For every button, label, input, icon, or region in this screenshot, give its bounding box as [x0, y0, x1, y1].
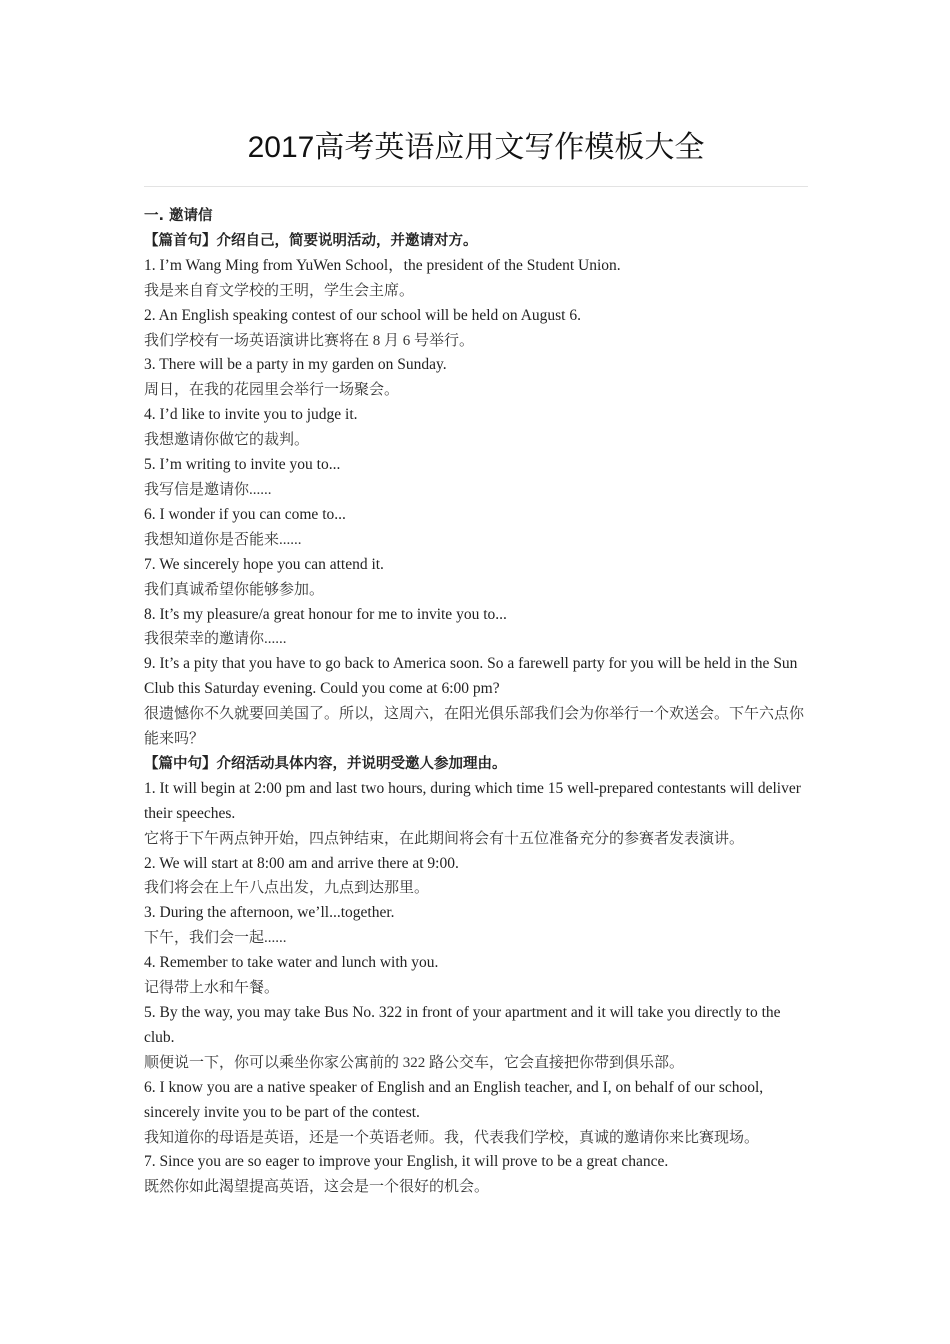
middle-item-2-zh: 我们将会在上午八点出发，九点到达那里。	[144, 880, 430, 897]
middle-item-7-zh: 既然你如此渴望提高英语，这会是一个很好的机会。	[144, 1179, 490, 1196]
opening-item-3-zh: 周日，在我的花园里会举行一场聚会。	[144, 382, 400, 399]
middle-item-3-en: 3. During the afternoon, we’ll...together.	[144, 904, 395, 922]
title-divider	[144, 186, 808, 187]
opening-item-7-zh: 我们真诚希望你能够参加。	[144, 581, 325, 598]
middle-list	[144, 777, 808, 1200]
opening-item-8-zh: 我很荣幸的邀请你......	[144, 631, 287, 648]
middle-heading: 【篇中句】介绍活动具体内容，并说明受邀人参加理由。	[144, 755, 507, 772]
opening-item-8-en: 8. It’s my pleasure/a great honour for me to invite you to...	[144, 605, 507, 623]
middle-item-6-zh: 我知道你的母语是英语，还是一个英语老师。我，代表我们学校，真诚的邀请你来比赛现场。	[144, 1129, 760, 1146]
opening-item-5-zh: 我写信是邀请你......	[144, 481, 272, 498]
opening-item-4-zh: 我想邀请你做它的裁判。	[144, 432, 310, 449]
middle-item-3-zh: 下午，我们会一起......	[144, 930, 287, 947]
middle-item-4-zh: 记得带上水和午餐。	[144, 980, 280, 997]
opening-item-6-en: 6. I wonder if you can come to...	[144, 505, 346, 523]
opening-item-1-en: 1. I’m Wang Ming from YuWen School，the president of the Student Union.	[144, 256, 621, 274]
middle-item-1-zh: 它将于下午两点钟开始，四点钟结束，在此期间将会有十五位准备充分的参赛者发表演讲。	[144, 830, 745, 847]
middle-item-7-en: 7. Since you are so eager to improve your English, it will prove to be a great chance.	[144, 1153, 669, 1171]
middle-item-4-en: 4. Remember to take water and lunch with you.	[144, 954, 439, 972]
opening-item-1-zh: 我是来自育文学校的王明，学生会主席。	[144, 282, 415, 299]
opening-item-9-en: 9. It’s a pity that you have to go back to America soon. So a farewell party for you will be held in the Sun Club this Saturday evening. Could you come at 6:00 pm?	[144, 655, 798, 698]
opening-item-3-en: 3. There will be a party in my garden on Sunday.	[144, 356, 447, 374]
document-body	[144, 204, 808, 1200]
middle-item-6-en: 6. I know you are a native speaker of English and an English teacher, and I, on behalf of our school, sincerely invite you to be part of the contest.	[144, 1078, 764, 1121]
opening-item-9-zh: 很遗憾你不久就要回美国了。所以，这周六，在阳光俱乐部我们会为你举行一个欢送会。下午六点你能来吗？	[144, 706, 805, 748]
middle-item-5-zh: 顺便说一下，你可以乘坐你家公寓前的 322 路公交车，它会直接把你带到俱乐部。	[144, 1054, 685, 1071]
middle-item-5-en: 5. By the way, you may take Bus No. 322 in front of your apartment and it will take you directly to the club.	[144, 1004, 781, 1046]
opening-item-7-en: 7. We sincerely hope you can attend it.	[144, 555, 384, 573]
middle-item-1-en: 1. It will begin at 2:00 pm and last two hours, during which time 15 well-prepared contestants will deliver their speeches.	[144, 779, 801, 822]
section-heading: 一. 邀请信	[144, 208, 213, 224]
opening-heading: 【篇首句】介绍自己，简要说明活动，并邀请对方。	[144, 232, 478, 249]
opening-item-2-en: 2. An English speaking contest of our school will be held on August 6.	[144, 306, 581, 324]
opening-list	[144, 254, 808, 752]
opening-item-6-zh: 我想知道你是否能来......	[144, 531, 302, 548]
middle-item-2-en: 2. We will start at 8:00 am and arrive there at 9:00.	[144, 854, 459, 872]
opening-item-4-en: 4. I’d like to invite you to judge it.	[144, 406, 358, 424]
document-title: 2017高考英语应用文写作模板大全	[247, 131, 705, 164]
opening-item-5-en: 5. I’m writing to invite you to...	[144, 456, 341, 474]
opening-item-2-zh: 我们学校有一场英语演讲比赛将在 8 月 6 号举行。	[144, 332, 475, 349]
